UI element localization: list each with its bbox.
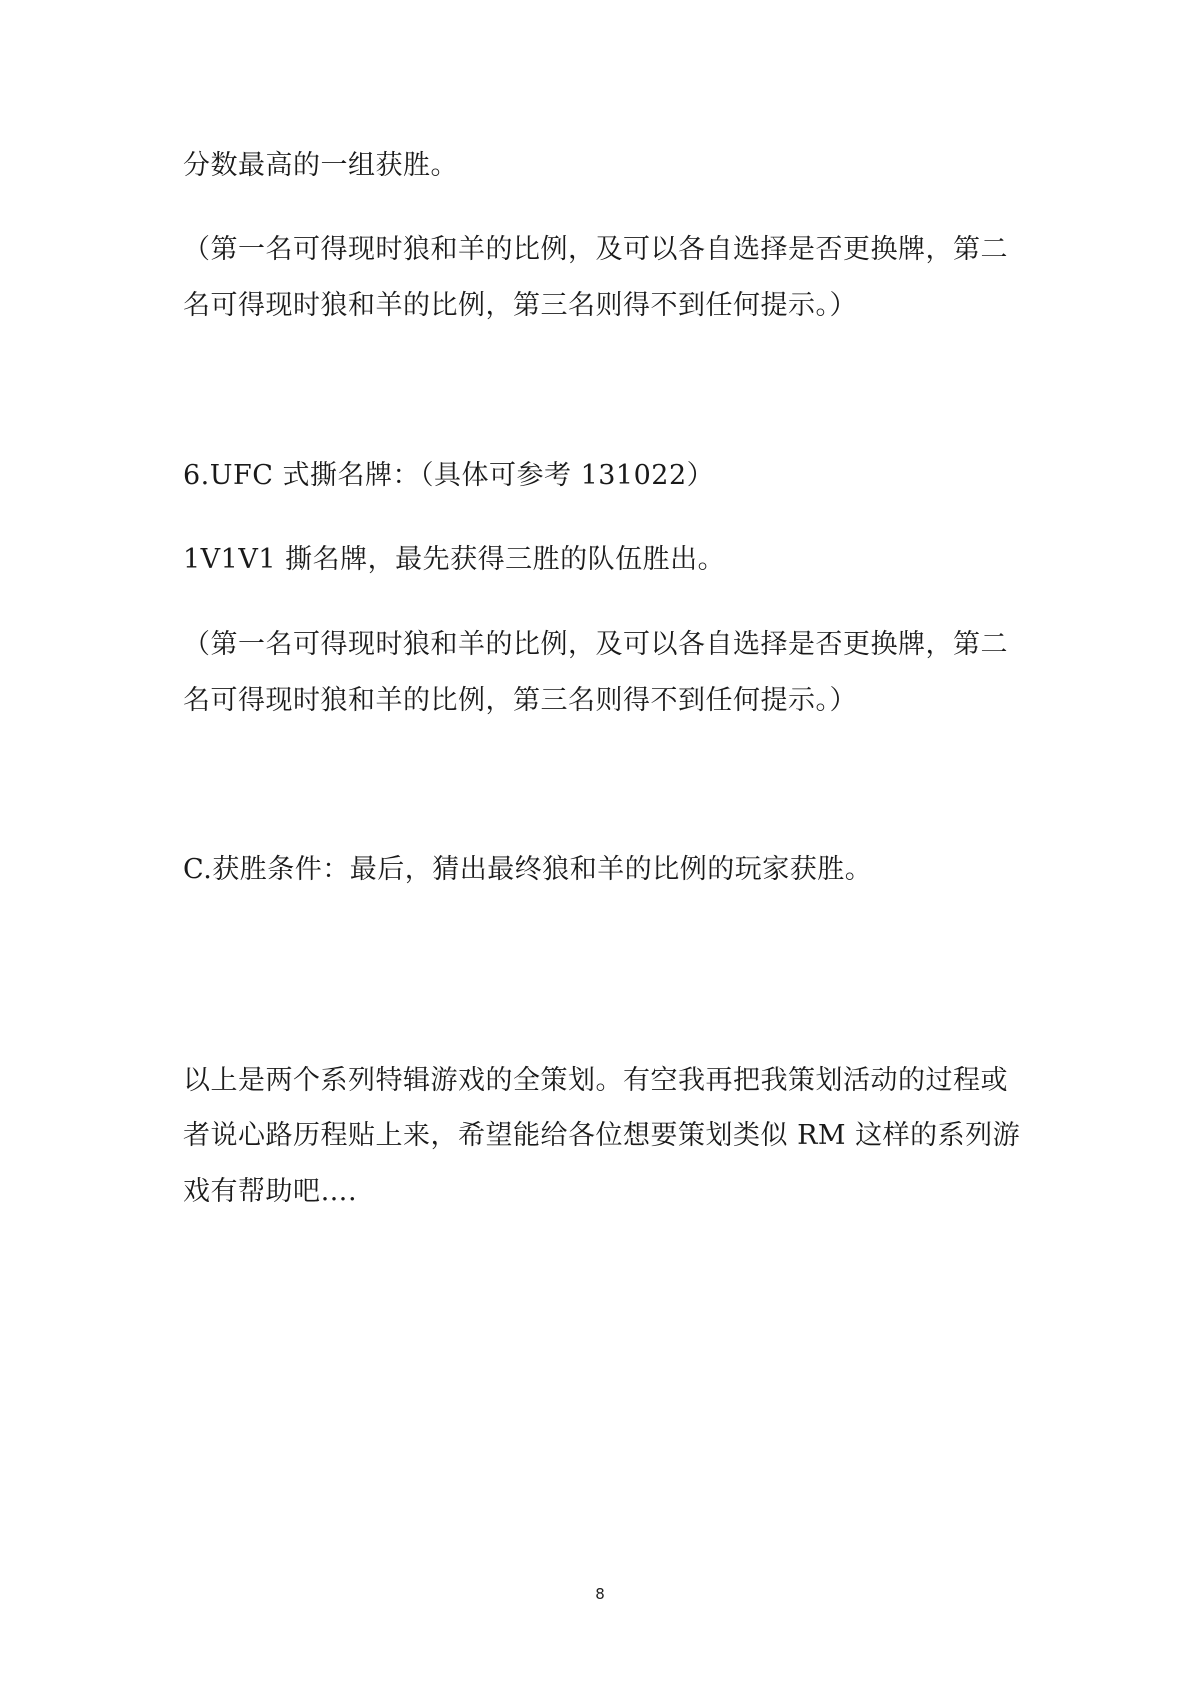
paragraph-winner-line: 分数最高的一组获胜。 xyxy=(183,150,458,181)
page-number: 8 xyxy=(595,1585,605,1603)
paragraph-closing-line-1: 以上是两个系列特辑游戏的全策划。有空我再把我策划活动的过程或 xyxy=(183,1065,1008,1096)
paragraph-reward-note-line-1: （第一名可得现时狼和羊的比例，及可以各自选择是否更换牌，第二 xyxy=(183,234,1008,265)
paragraph-reward-note-2-line-2: 名可得现时狼和羊的比例，第三名则得不到任何提示。） xyxy=(183,685,857,716)
paragraph-reward-note-2-line-1: （第一名可得现时狼和羊的比例，及可以各自选择是否更换牌，第二 xyxy=(183,629,1008,660)
paragraph-reward-note-line-2: 名可得现时狼和羊的比例，第三名则得不到任何提示。） xyxy=(183,290,857,321)
paragraph-win-condition: C.获胜条件：最后，猜出最终狼和羊的比例的玩家获胜。 xyxy=(183,854,873,885)
section-heading-ufc: 6.UFC 式撕名牌：（具体可参考 131022） xyxy=(183,460,715,491)
paragraph-closing-line-3: 戏有帮助吧…. xyxy=(183,1176,358,1207)
paragraph-name-tag-rules: 1V1V1 撕名牌，最先获得三胜的队伍胜出。 xyxy=(183,544,726,575)
paragraph-closing-line-2: 者说心路历程贴上来，希望能给各位想要策划类似 RM 这样的系列游 xyxy=(183,1120,1021,1151)
